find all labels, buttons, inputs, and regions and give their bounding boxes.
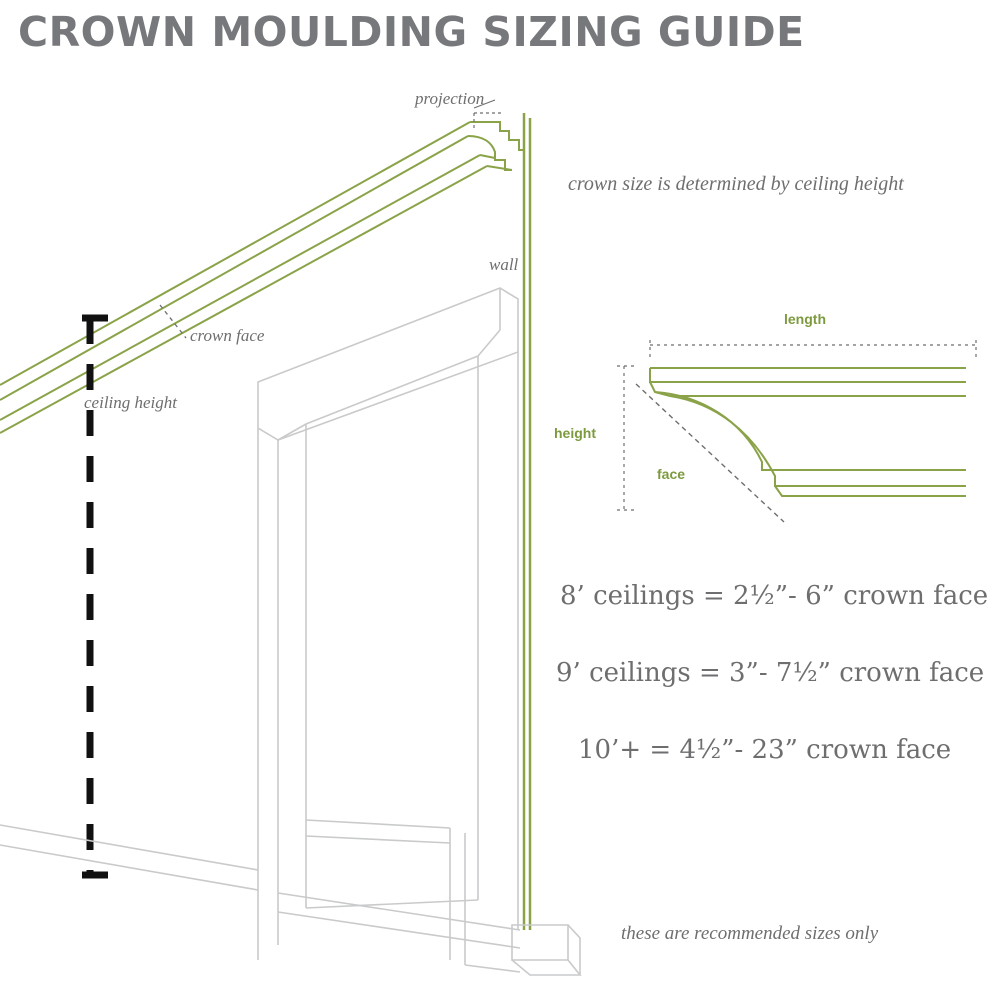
label-crown-face: crown face — [190, 326, 265, 345]
label-height: height — [554, 425, 596, 441]
label-wall: wall — [489, 255, 519, 274]
crown-face-leader — [160, 305, 186, 338]
spec-10ft: 10’+ = 4½”- 23” crown face — [578, 735, 952, 765]
crown-moulding-run — [0, 122, 525, 433]
length-dimension — [650, 340, 976, 358]
label-ceiling-height: ceiling height — [84, 393, 178, 412]
label-footnote: these are recommended sizes only — [621, 923, 879, 944]
label-projection: projection — [415, 89, 485, 108]
label-crown-size-note: crown size is determined by ceiling height — [568, 173, 904, 195]
spec-8ft: 8’ ceilings = 2½”- 6” crown face — [560, 581, 989, 611]
moulding-profile-section — [650, 368, 966, 496]
projection-marker — [474, 113, 502, 128]
label-length: length — [784, 311, 826, 327]
label-face: face — [657, 466, 686, 482]
page-title: CROWN MOULDING SIZING GUIDE — [18, 8, 805, 56]
spec-9ft: 9’ ceilings = 3”- 7½” crown face — [556, 658, 985, 688]
wall-line — [524, 113, 530, 930]
height-dimension — [617, 366, 636, 510]
